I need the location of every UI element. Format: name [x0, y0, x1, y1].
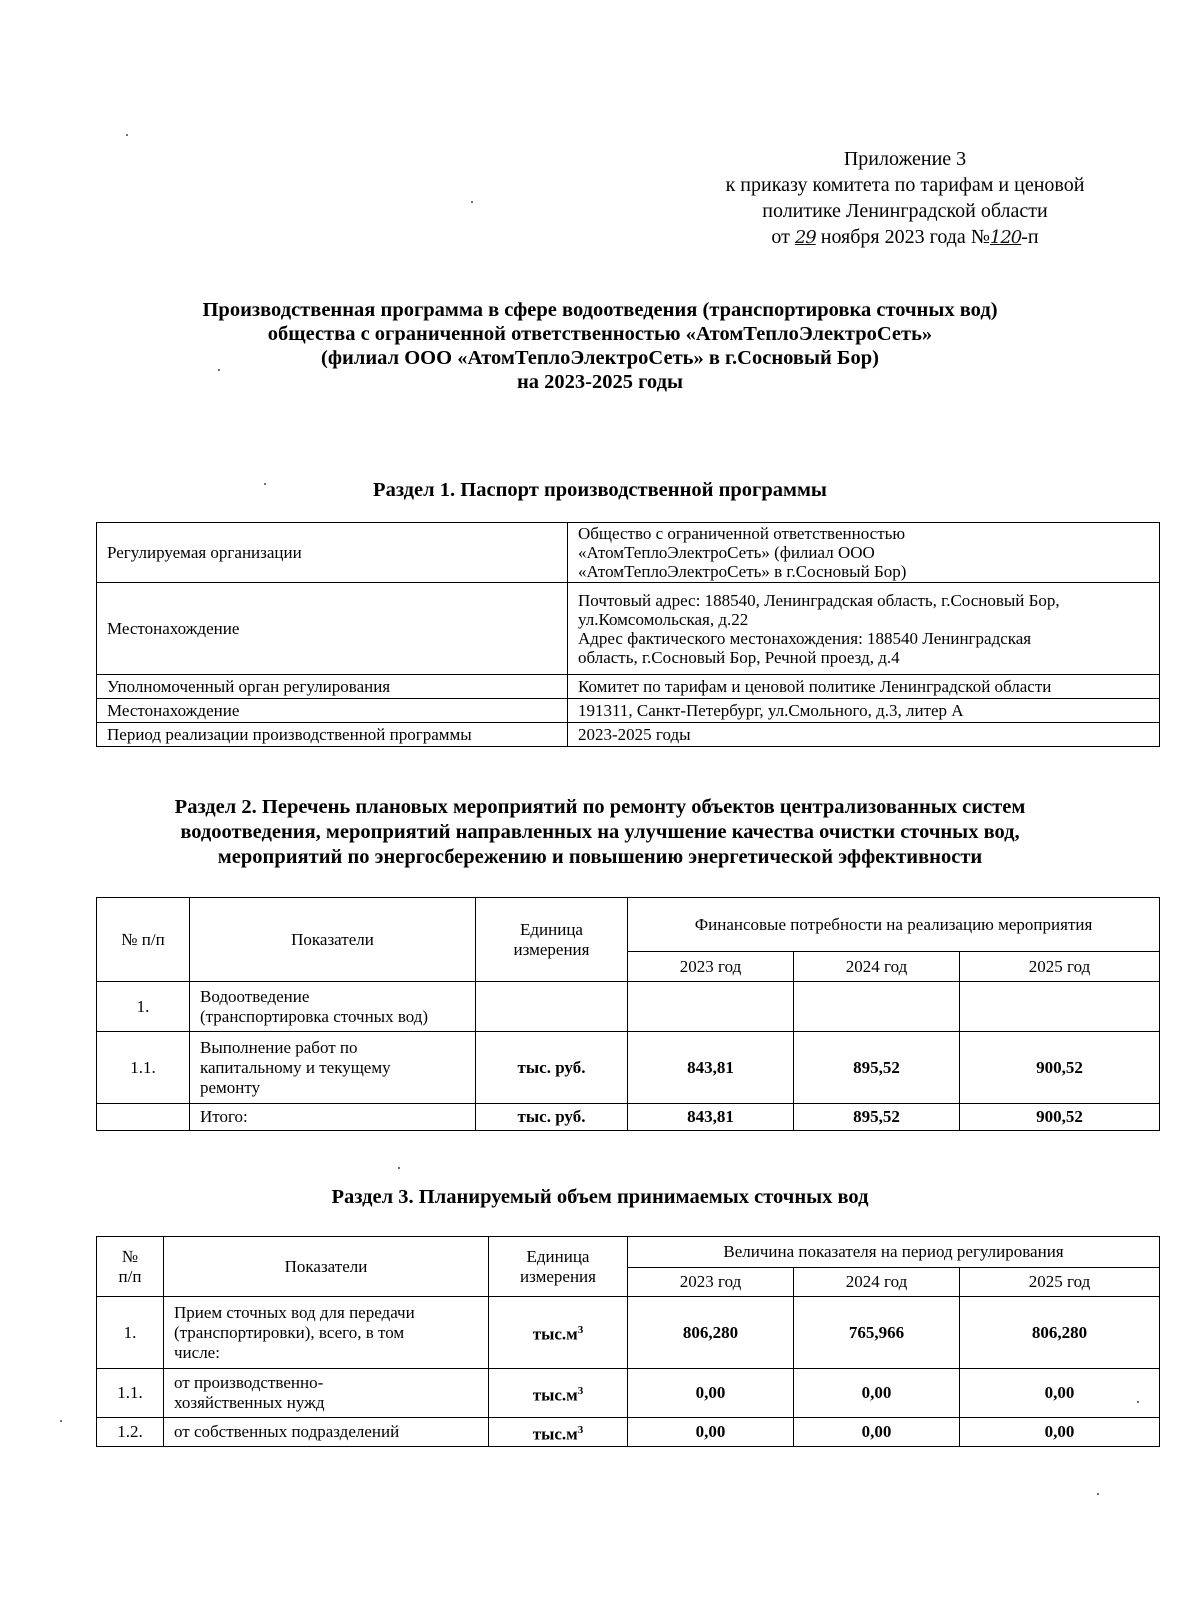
row-num: 1.1. — [97, 1369, 164, 1418]
row-num: 1.2. — [97, 1418, 164, 1447]
passport-value — [568, 583, 1160, 675]
header-2023: 2023 год — [628, 1268, 794, 1297]
document-title: Производственная программа в сфере водоотведения (транспортировка сточных вод) общества с ограниченной ответственностью «АтомТеплоЭлектроСеть» (филиал ООО «АтомТеплоЭлектроСеть» в г.Сосновый Бор) на 2023-2025 годы — [202, 299, 998, 393]
row-value-2023: 843,81 — [628, 1032, 794, 1104]
passport-value — [568, 523, 1160, 583]
annex-line-1: Приложение 3 — [843, 148, 967, 170]
passport-row — [97, 523, 1160, 583]
cell-line: 191311, Санкт-Петербург, ул.Смольного, д.3, литер А — [578, 701, 964, 720]
header-2024: 2024 год — [794, 1268, 960, 1297]
cell-line: хозяйственных нужд — [174, 1393, 325, 1412]
passport-table — [96, 522, 1160, 747]
row-value-2025: 900,52 — [960, 1032, 1160, 1104]
scan-speck — [218, 369, 220, 371]
handwritten-day: 29 — [794, 227, 816, 248]
annex-header — [690, 146, 1120, 251]
header-num: № п/п — [97, 1237, 164, 1297]
header-unit: Единица измерения — [489, 1237, 628, 1297]
row-value-2023: 0,00 — [628, 1369, 794, 1418]
row-value-2025 — [960, 982, 1160, 1032]
passport-value — [568, 675, 1160, 699]
scan-speck — [1097, 1493, 1099, 1495]
cell-line: «АтомТеплоЭлектроСеть» в г.Сосновый Бор) — [578, 562, 907, 581]
row-value-2023: 0,00 — [628, 1418, 794, 1447]
passport-row — [97, 699, 1160, 723]
header-2023: 2023 год — [628, 952, 794, 982]
annex-date-line: от 29 ноября 2023 года №120-п — [771, 226, 1039, 248]
passport-value — [568, 723, 1160, 747]
passport-label: Уполномоченный орган регулирования — [97, 675, 568, 699]
cell-line: Общество с ограниченной ответственностью — [578, 524, 906, 543]
cell-line: Почтовый адрес: 188540, Ленинградская область, г.Сосновый Бор, — [578, 590, 1060, 610]
row-value-2023: 843,81 — [628, 1104, 794, 1131]
passport-row — [97, 723, 1160, 747]
row-value-2025: 0,00 — [960, 1369, 1160, 1418]
scan-speck — [60, 1420, 62, 1422]
cell-line: «АтомТеплоЭлектроСеть» (филиал ООО — [578, 543, 875, 562]
row-unit: $тыс.м^3$ — [489, 1418, 628, 1447]
scan-speck — [471, 201, 473, 203]
header-num: № п/п — [97, 898, 190, 982]
row-indicator — [190, 982, 476, 1032]
header-financial-needs: Финансовые потребности на реализацию мероприятия — [628, 898, 1160, 952]
row-value-2024: 765,966 — [794, 1297, 960, 1369]
row-indicator — [190, 1032, 476, 1104]
passport-label: Местонахождение — [97, 583, 568, 675]
row-value-2024: 895,52 — [794, 1104, 960, 1131]
handwritten-number: 120 — [989, 227, 1022, 248]
cell-line: капитальному и текущему — [200, 1057, 391, 1077]
cell-line: (транспортировка сточных вод) — [200, 1006, 429, 1026]
cell-line: 2023-2025 годы — [578, 725, 691, 744]
cell-line: Водоотведение — [200, 986, 310, 1006]
scan-speck — [264, 483, 266, 485]
row-indicator — [164, 1418, 489, 1447]
scan-speck — [398, 1167, 400, 1169]
cell-line: Выполнение работ по — [200, 1037, 358, 1057]
row-value-2024: 0,00 — [794, 1369, 960, 1418]
scan-speck — [126, 134, 128, 136]
row-num — [97, 1104, 190, 1131]
volume-row — [97, 1418, 1160, 1447]
row-num: 1. — [97, 1297, 164, 1369]
cell-line: Итого: — [200, 1107, 248, 1126]
measures-row — [97, 1032, 1160, 1104]
passport-label: Местонахождение — [97, 699, 568, 723]
row-value-2025: 0,00 — [960, 1418, 1160, 1447]
cell-line: Комитет по тарифам и ценовой политике Ленинградской области — [578, 677, 1052, 696]
row-value-2025: 900,52 — [960, 1104, 1160, 1131]
annex-line-2: к приказу комитета по тарифам и ценовой — [725, 174, 1085, 196]
header-2025: 2025 год — [960, 1268, 1160, 1297]
section-3-title: Раздел 3. Планируемый объем принимаемых сточных вод — [331, 1186, 869, 1208]
row-num: 1.1. — [97, 1032, 190, 1104]
cell-line: от производственно- — [174, 1373, 324, 1392]
row-value-2024 — [794, 982, 960, 1032]
cell-line: ул.Комсомольская, д.22 — [578, 609, 749, 629]
header-unit: Единица измерения — [476, 898, 628, 982]
header-indicator: Показатели — [190, 898, 476, 982]
section-2-title: Раздел 2. Перечень плановых мероприятий по ремонту объектов централизованных систем водоотведения, мероприятий направленных на улучшение качества очистки сточных вод, мероприятий по энергосбережению и повышению энергетической эффективности — [174, 796, 1026, 868]
passport-row — [97, 675, 1160, 699]
row-unit: тыс. руб. — [476, 1032, 628, 1104]
header-period-value: Величина показателя на период регулирования — [628, 1237, 1160, 1268]
scan-speck — [1137, 1401, 1139, 1403]
passport-row — [97, 583, 1160, 675]
passport-value — [568, 699, 1160, 723]
cell-line: область, г.Сосновый Бор, Речной проезд, д.4 — [578, 647, 900, 667]
cell-line: от собственных подразделений — [174, 1422, 400, 1441]
measures-row — [97, 1104, 1160, 1131]
header-indicator: Показатели — [164, 1237, 489, 1297]
cell-line: ремонту — [200, 1077, 261, 1097]
volume-row — [97, 1369, 1160, 1418]
row-unit: $тыс.м^3$ — [489, 1297, 628, 1369]
header-2024: 2024 год — [794, 952, 960, 982]
annex-line-3: политике Ленинградской области — [762, 200, 1048, 222]
row-value-2025: 806,280 — [960, 1297, 1160, 1369]
row-unit: тыс. руб. — [476, 1104, 628, 1131]
row-indicator — [164, 1369, 489, 1418]
row-value-2023: 806,280 — [628, 1297, 794, 1369]
row-num: 1. — [97, 982, 190, 1032]
row-indicator — [164, 1297, 489, 1369]
section-1-title: Раздел 1. Паспорт производственной программы — [373, 479, 827, 501]
row-indicator — [190, 1104, 476, 1131]
row-value-2024: 895,52 — [794, 1032, 960, 1104]
passport-label: Период реализации производственной программы — [97, 723, 568, 747]
passport-label: Регулируемая организации — [97, 523, 568, 583]
row-value-2024: 0,00 — [794, 1418, 960, 1447]
measures-table — [96, 897, 1160, 1131]
cell-line: числе: — [174, 1342, 220, 1362]
header-2025: 2025 год — [960, 952, 1160, 982]
row-unit: $тыс.м^3$ — [489, 1369, 628, 1418]
cell-line: Прием сточных вод для передачи — [174, 1302, 415, 1322]
row-value-2023 — [628, 982, 794, 1032]
measures-row — [97, 982, 1160, 1032]
wastewater-volume-table — [96, 1236, 1160, 1447]
cell-line: Адрес фактического местонахождения: 188540 Ленинградская — [578, 628, 1032, 648]
cell-line: (транспортировки), всего, в том — [174, 1322, 405, 1342]
row-unit — [476, 982, 628, 1032]
volume-row — [97, 1297, 1160, 1369]
